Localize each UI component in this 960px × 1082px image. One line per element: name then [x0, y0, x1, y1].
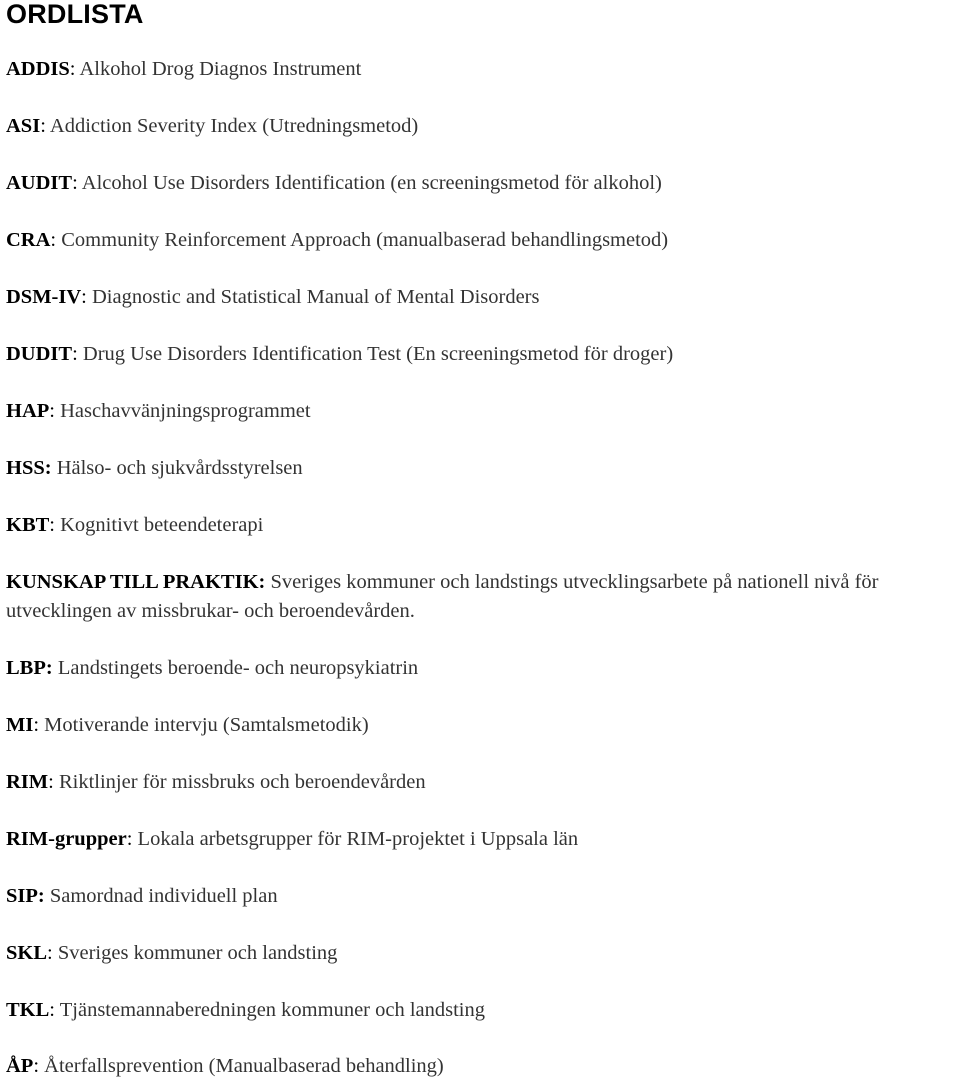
entry-definition: Tjänstemannaberedningen kommuner och landsting	[59, 999, 486, 1021]
entry-definition: Alcohol Use Disorders Identification (en screeningsmetod för alkohol)	[81, 172, 662, 194]
entry-definition: Samordnad individuell plan	[49, 885, 278, 907]
entry-term: HAP	[6, 400, 50, 422]
entry-term: AUDIT	[6, 172, 73, 194]
entry-definition: Sveriges kommuner och landsting	[57, 942, 338, 964]
entry-term: DSM-IV	[6, 286, 82, 308]
entry-definition: Drug Use Disorders Identification Test (En screeningsmetod för droger)	[82, 343, 674, 365]
entry-term: KUNSKAP TILL PRAKTIK:	[6, 571, 266, 593]
entry-definition: Motiverande intervju (Samtalsmetodik)	[44, 714, 369, 736]
glossary-entry-kbt	[6, 511, 956, 540]
entry-separator: :	[49, 999, 60, 1021]
glossary-entry-addis	[6, 55, 956, 84]
entry-term: KBT	[6, 514, 50, 536]
entry-separator: :	[40, 115, 50, 137]
entry-separator: :	[81, 286, 92, 308]
page-title: ORDLISTA	[6, 0, 144, 29]
glossary-entry-hss	[6, 454, 956, 483]
entry-term: ASI	[6, 115, 41, 137]
entry-definition: Addiction Severity Index (Utredningsmetod)	[49, 115, 419, 137]
entry-definition: Community Reinforcement Approach (manualbaserad behandlingsmetod)	[61, 229, 669, 251]
glossary-entry-audit	[6, 169, 956, 198]
glossary-entry-hap	[6, 397, 956, 426]
entry-definition: Återfallsprevention (Manualbaserad behandling)	[44, 1055, 444, 1077]
entry-term: RIM	[6, 771, 49, 793]
entry-definition: Sveriges kommuner och landstings utvecklingsarbete på nationell nivå för utvecklingen av missbrukar- och beroendevården.	[6, 571, 879, 622]
glossary-entry-cra	[6, 226, 956, 255]
entry-separator: :	[33, 1055, 45, 1077]
glossary-entry-rim	[6, 768, 956, 797]
entry-separator: :	[33, 714, 45, 736]
entry-definition: Kognitivt beteendeterapi	[60, 514, 264, 536]
entry-separator: :	[72, 172, 82, 194]
glossary-entry-rim-grupper	[6, 825, 956, 854]
glossary-entry-skl	[6, 939, 956, 968]
glossary-entry-ap	[6, 1052, 956, 1081]
entry-term: HSS:	[6, 457, 52, 479]
glossary-entry-mi	[6, 711, 956, 740]
glossary-entry-dsm-iv	[6, 283, 956, 312]
entry-separator: :	[50, 229, 62, 251]
glossary-entry-tkl	[6, 996, 956, 1025]
entry-separator: :	[49, 514, 61, 536]
entry-separator: :	[72, 343, 83, 365]
entry-term: DUDIT	[6, 343, 73, 365]
entry-term: RIM-grupper	[6, 828, 127, 850]
entry-separator: :	[47, 942, 58, 964]
entry-definition: Diagnostic and Statistical Manual of Mental Disorders	[92, 286, 540, 308]
entry-term: MI	[6, 714, 34, 736]
entry-separator: :	[69, 58, 80, 80]
entry-definition: Hälso- och sjukvårdsstyrelsen	[56, 457, 303, 479]
entry-separator: :	[49, 400, 61, 422]
entry-separator: :	[48, 771, 59, 793]
glossary-entry-sip	[6, 882, 956, 911]
entry-definition: Alkohol Drog Diagnos Instrument	[79, 58, 362, 80]
entry-term: SIP:	[6, 885, 45, 907]
entry-term: SKL	[6, 942, 48, 964]
entry-term: LBP:	[6, 657, 53, 679]
glossary-entry-lbp	[6, 654, 956, 683]
glossary-entry-asi	[6, 112, 956, 141]
glossary-entry-kunskap-till-praktik	[6, 568, 956, 626]
entry-definition: Haschavvänjningsprogrammet	[60, 400, 311, 422]
entry-definition: Landstingets beroende- och neuropsykiatrin	[57, 657, 419, 679]
entry-term: ADDIS	[6, 58, 70, 80]
entry-definition: Riktlinjer för missbruks och beroendevården	[58, 771, 426, 793]
entry-term: TKL	[6, 999, 50, 1021]
entry-term: CRA	[6, 229, 51, 251]
glossary-entry-dudit	[6, 340, 956, 369]
entry-definition: Lokala arbetsgrupper för RIM-projektet i Uppsala län	[137, 828, 579, 850]
entry-term: ÅP	[6, 1055, 34, 1077]
entry-separator: :	[126, 828, 138, 850]
